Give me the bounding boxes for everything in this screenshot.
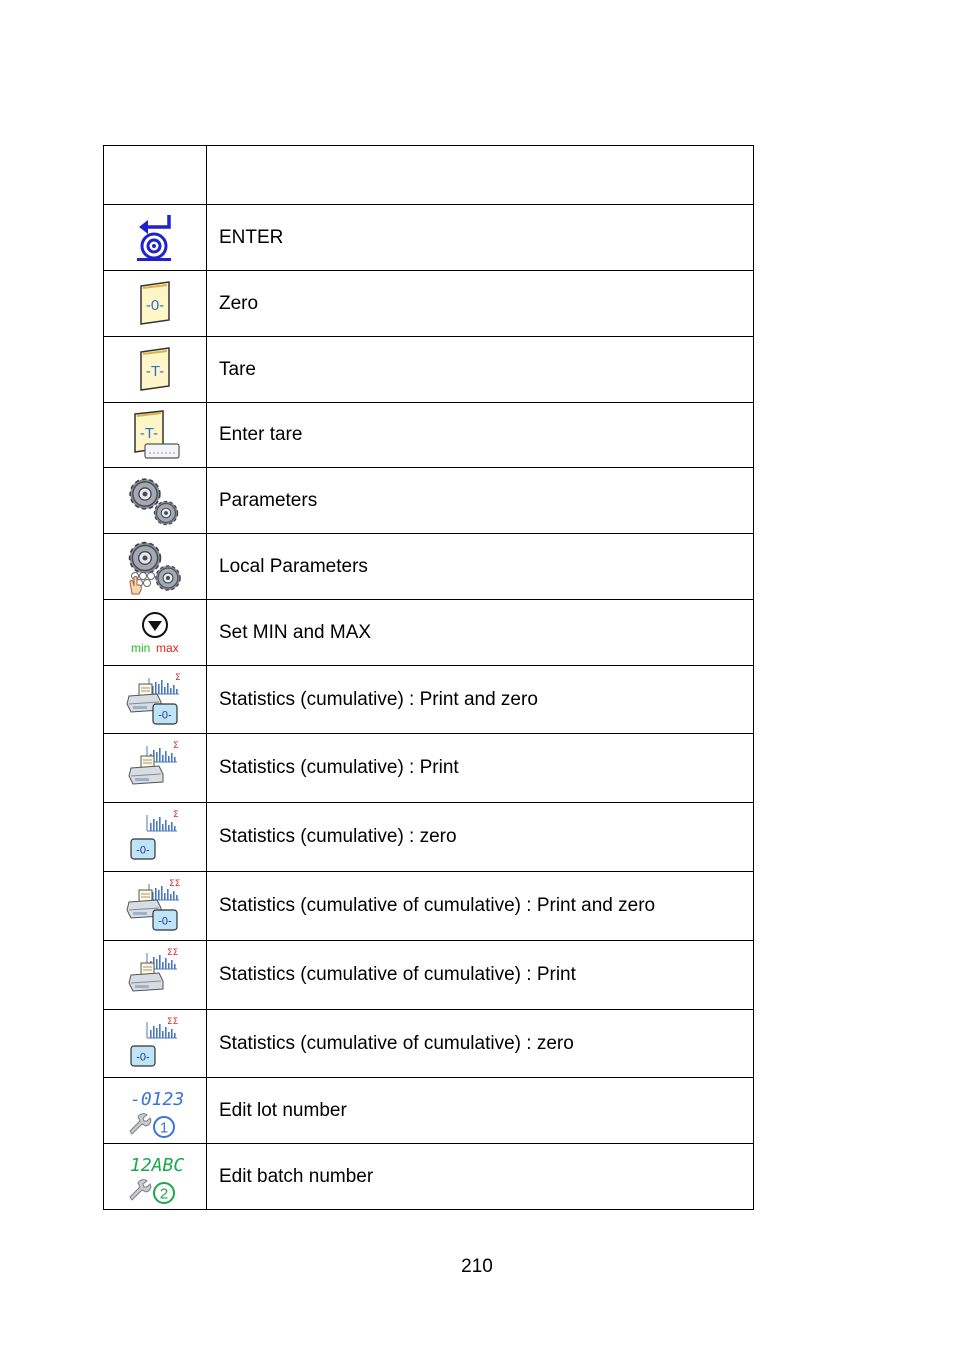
row-label: Edit batch number bbox=[207, 1144, 754, 1210]
set-min-max-icon bbox=[128, 610, 182, 656]
lot-number-sample: -0123 bbox=[130, 1088, 184, 1110]
header-label-cell bbox=[207, 146, 754, 205]
row-label: Local Parameters bbox=[207, 534, 754, 600]
table-row bbox=[104, 941, 754, 1010]
table-row bbox=[104, 205, 754, 271]
row-label: Statistics (cumulative) : Print bbox=[207, 734, 754, 803]
icon-cell bbox=[104, 534, 207, 600]
icon-cell bbox=[104, 872, 207, 941]
edit-lot-number-icon bbox=[126, 1083, 184, 1139]
table-row bbox=[104, 666, 754, 734]
row-label: Statistics (cumulative of cumulative) : Print and zero bbox=[207, 872, 754, 941]
batch-number-sample: 12ABC bbox=[130, 1154, 184, 1176]
enter-icon bbox=[135, 213, 175, 263]
stats2-print-icon bbox=[125, 947, 185, 1003]
svg-text:1: 1 bbox=[159, 1119, 169, 1136]
stats2-zero-icon bbox=[125, 1016, 185, 1072]
icon-cell bbox=[104, 1078, 207, 1144]
enter-tare-icon bbox=[129, 410, 181, 460]
svg-text:-0-: -0- bbox=[145, 296, 165, 314]
header-icon-cell bbox=[104, 146, 207, 205]
table-row bbox=[104, 468, 754, 534]
table-row bbox=[104, 403, 754, 468]
svg-text:2: 2 bbox=[159, 1185, 169, 1202]
row-label: Parameters bbox=[207, 468, 754, 534]
edit-batch-number-icon bbox=[126, 1149, 184, 1205]
stats-print-zero-icon bbox=[125, 672, 185, 728]
icon-cell bbox=[104, 666, 207, 734]
table-row bbox=[104, 337, 754, 403]
icon-cell bbox=[104, 1144, 207, 1210]
icon-cell bbox=[104, 734, 207, 803]
function-keys-table bbox=[103, 145, 754, 1210]
svg-text:-T-: -T- bbox=[145, 362, 165, 380]
row-label: Zero bbox=[207, 271, 754, 337]
icon-cell bbox=[104, 803, 207, 872]
row-label: Statistics (cumulative) : Print and zero bbox=[207, 666, 754, 734]
tare-icon bbox=[135, 346, 175, 394]
table-row bbox=[104, 1078, 754, 1144]
stats-zero-icon bbox=[125, 809, 185, 865]
table-row bbox=[104, 1144, 754, 1210]
row-label: Set MIN and MAX bbox=[207, 600, 754, 666]
table-header-row bbox=[104, 146, 754, 205]
stats2-print-zero-icon bbox=[125, 878, 185, 934]
icon-cell bbox=[104, 205, 207, 271]
row-label: Statistics (cumulative of cumulative) : Print bbox=[207, 941, 754, 1010]
zero-icon bbox=[135, 280, 175, 328]
icon-cell bbox=[104, 271, 207, 337]
table-row bbox=[104, 1010, 754, 1078]
page-number: 210 bbox=[461, 1256, 493, 1277]
min-label: min bbox=[131, 640, 151, 655]
table-row bbox=[104, 600, 754, 666]
table-row bbox=[104, 734, 754, 803]
table-row bbox=[104, 872, 754, 941]
icon-cell bbox=[104, 1010, 207, 1078]
table-row bbox=[104, 534, 754, 600]
table-row bbox=[104, 271, 754, 337]
stats-print-icon bbox=[125, 740, 185, 796]
svg-text:-T-: -T- bbox=[139, 425, 159, 442]
icon-cell bbox=[104, 600, 207, 666]
icon-cell bbox=[104, 403, 207, 468]
row-label: Edit lot number bbox=[207, 1078, 754, 1144]
row-label: Tare bbox=[207, 337, 754, 403]
row-label: Statistics (cumulative) : zero bbox=[207, 803, 754, 872]
local-parameters-icon bbox=[125, 538, 185, 596]
max-label: max bbox=[156, 640, 179, 655]
row-label: ENTER bbox=[207, 205, 754, 271]
icon-cell bbox=[104, 468, 207, 534]
icon-cell bbox=[104, 941, 207, 1010]
table-row bbox=[104, 803, 754, 872]
row-label: Statistics (cumulative of cumulative) : zero bbox=[207, 1010, 754, 1078]
row-label: Enter tare bbox=[207, 403, 754, 468]
parameters-icon bbox=[126, 474, 184, 528]
icon-cell bbox=[104, 337, 207, 403]
